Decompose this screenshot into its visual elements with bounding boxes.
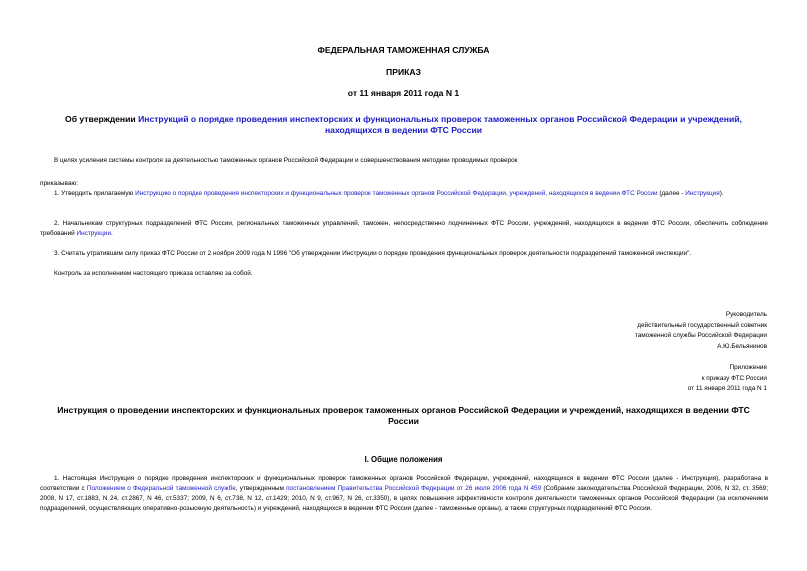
appendix-block: Приложение к приказу ФТС России от 11 января 2011 года N 1 xyxy=(687,364,767,392)
agency-name: ФЕДЕРАЛЬНАЯ ТАМОЖЕННАЯ СЛУЖБА xyxy=(317,45,490,55)
title-link-cont[interactable]: находящихся в ведении ФТС России xyxy=(324,125,483,135)
instruction-title-line2: России xyxy=(388,416,419,426)
order-title-line2 xyxy=(40,125,767,136)
item-3: 3. Считать утратившим силу приказ ФТС России от 2 ноября 2009 года N 1996 "Об утверждении Инструкции о порядке проведения функциональных проверок деятельности подразделений таможенной инспекции". xyxy=(54,250,692,257)
item-2: 2. Начальникам структурных подразделений ФТС России, региональных таможенных управлений, таможен, непосредственно подчиненных ФТС России, учреждений, находящихся в ведении ФТС России, обеспечить соблюдение требований Инструкции. xyxy=(40,220,768,237)
title-link[interactable]: Инструкций о порядке проведения инспекторских и функциональных проверок таможенных органов Российской Федерации и учреждений, xyxy=(138,114,742,124)
instruction-title: Инструкция о проведении инспекторских и функциональных проверок таможенных органов Российской Федерации и учреждений, находящихся в ведении ФТС xyxy=(57,405,750,415)
section-heading: I. Общие положения xyxy=(364,455,443,464)
item-1: 1. Утвердить прилагаемую Инструкцию о порядке проведения инспекторских и функциональных проверок таможенных органов Российской Федерации, учреждений, находящихся в ведении ФТС России (далее - Инструкция). xyxy=(54,190,724,197)
decree-link[interactable]: постановлением Правительства Российской Федерации от 26 июля 2006 года N 459 xyxy=(286,485,542,492)
section1-paragraph: 1. Настоящая Инструкция о порядке проведения инспекторских и функциональных проверок таможенных органов Российской Федерации, учреждений, находящихся в ведении ФТС России (далее - Инструкция), разработана в соответствии с Положением о Федеральной таможенной службе, утвержденным постановлением Правительства Российской Федерации от 26 июля 2006 года N 459 (Собрание законодательства Российской Федерации, 2006, N 32, ст. 3569; 2008, N 17, ст.1883, N 24, ст.2867, N 46, ст.5337; 2009, N 6, ст.738, N 12, ст.1429; 2010, N 9, ст.967, N 26, ст.3350), в целях повышения эффективности контроля деятельности таможенных органов Российской Федерации (за исключением подразделений, осуществляющих оперативно-розыскную деятельность) и учреждений, находящихся в ведении ФТС России (далее - таможенные органы), а также структурных подразделений ФТС России. xyxy=(40,475,769,512)
intro-paragraph: В целях усиления системы контроля за деятельностью таможенных органов Российской Федерации и совершенствования методики проводимых проверок xyxy=(54,157,518,164)
doc-date: от 11 января 2011 года N 1 xyxy=(347,88,460,98)
title-prefix: Об утверждении xyxy=(65,114,139,124)
doc-type: ПРИКАЗ xyxy=(386,67,421,77)
order-title xyxy=(40,114,767,125)
control-paragraph: Контроль за исполнением настоящего приказа оставляю за собой. xyxy=(54,270,253,277)
instruction-short-link[interactable]: Инструкция xyxy=(685,190,720,197)
signature-block: Руководитель действительный государственный советник таможенной службы Российской Федерации А.Ю.Бельянинов xyxy=(634,311,767,350)
order-word: приказываю: xyxy=(40,180,78,187)
regulation-link[interactable]: Положением о Федеральной таможенной службе xyxy=(86,485,236,492)
instruction-link[interactable]: Инструкцию о порядке проведения инспекторских и функциональных проверок таможенных органов Российской Федерации, учреждений, находящихся в ведении ФТС России xyxy=(135,190,658,197)
instruction-link-2[interactable]: Инструкции xyxy=(76,230,112,237)
